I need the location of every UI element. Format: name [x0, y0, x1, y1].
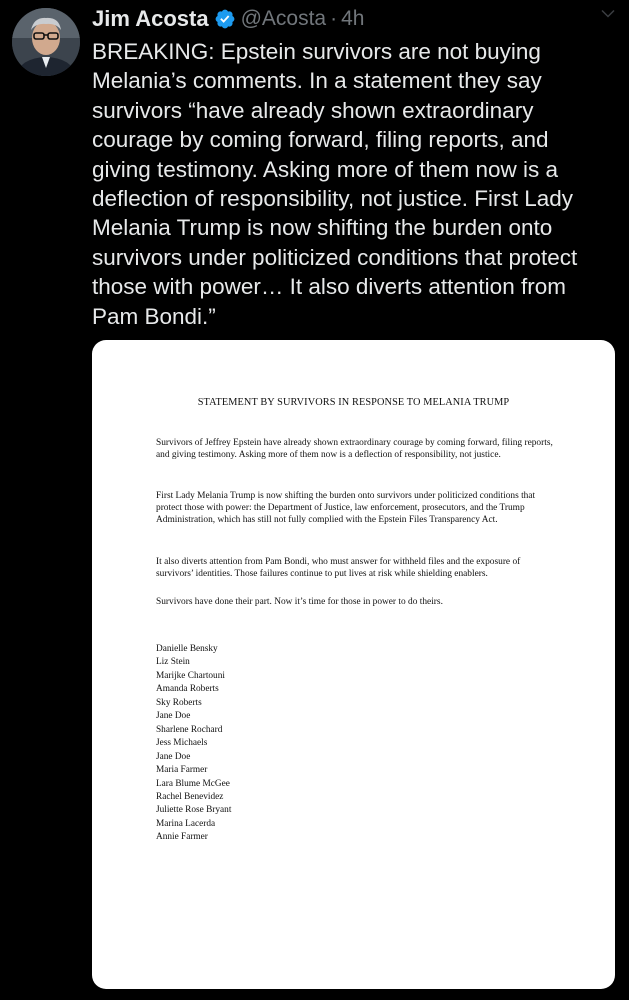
more-options-icon: [599, 6, 617, 24]
signatory-name: Sky Roberts: [156, 697, 202, 708]
document-paragraph: It also diverts attention from Pam Bondi, who must answer for withheld files and the exposure of survivors’ identities. Those failures continue to put lives at risk while shielding enablers.: [156, 557, 521, 580]
signatory-name: Danielle Bensky: [156, 644, 218, 654]
signatory-name: Maria Farmer: [156, 765, 208, 776]
tweet-text: BREAKING: Epstein survivors are not buying Melania’s comments. In a statement they say survivors “have already shown extraordinary courage by coming forward, filing reports, and giving testimony. Asking more of them now is a deflection of responsibility, not justice. First Lady Melania Trump is now shifting the burden onto survivors under politicized conditions that protect those with power… It also diverts attention from Pam Bondi.”: [92, 39, 578, 329]
signatory-name: Jess Michaels: [156, 738, 208, 749]
document-paragraph: Survivors have done their part. Now it’s time for those in power to do theirs.: [156, 597, 443, 607]
signatory-list: [156, 643, 231, 845]
avatar[interactable]: [12, 8, 80, 76]
separator-dot: ·: [330, 7, 338, 30]
signatory-name: Annie Farmer: [156, 832, 208, 843]
timestamp[interactable]: 4h: [341, 7, 365, 30]
signatory-name: Juliette Rose Bryant: [156, 805, 232, 816]
signatory-name: Marina Lacerda: [156, 818, 216, 829]
document-paragraph: Survivors of Jeffrey Epstein have already shown extraordinary courage by coming forward, filing reports, and giving testimony. Asking more of them now is a deflection of responsibility, not justice.: [156, 438, 553, 461]
statement-document: [92, 340, 615, 989]
signatory-name: Jane Doe: [156, 711, 191, 722]
document-paragraph: First Lady Melania Trump is now shifting the burden onto survivors under politicized conditions that protect those with power: the Department of Justice, law enforcement, prosecutors, and the Trump Administration, which has still not fully complied with the Epstein Files Transparency Act.: [156, 491, 536, 526]
tweet-header: [92, 4, 589, 34]
signatory-name: Lara Blume McGee: [156, 778, 230, 789]
signatory-name: Jane Doe: [156, 751, 191, 762]
verified-badge-icon: [214, 8, 236, 30]
signatory-name: Amanda Roberts: [156, 684, 219, 695]
signatory-name: Sharlene Rochard: [156, 724, 223, 735]
signatory-name: Liz Stein: [156, 657, 190, 668]
signatory-name: Marijke Chartouni: [156, 670, 225, 681]
signatory-name: Rachel Benevidez: [156, 791, 224, 802]
document-title: STATEMENT BY SURVIVORS IN RESPONSE TO MELANIA TRUMP: [197, 397, 510, 408]
author-handle[interactable]: @Acosta: [240, 7, 327, 30]
author-name[interactable]: Jim Acosta: [92, 6, 209, 31]
avatar-photo-icon: [12, 8, 80, 76]
tweet-media-image[interactable]: [92, 340, 615, 989]
more-options-button[interactable]: [597, 4, 619, 26]
